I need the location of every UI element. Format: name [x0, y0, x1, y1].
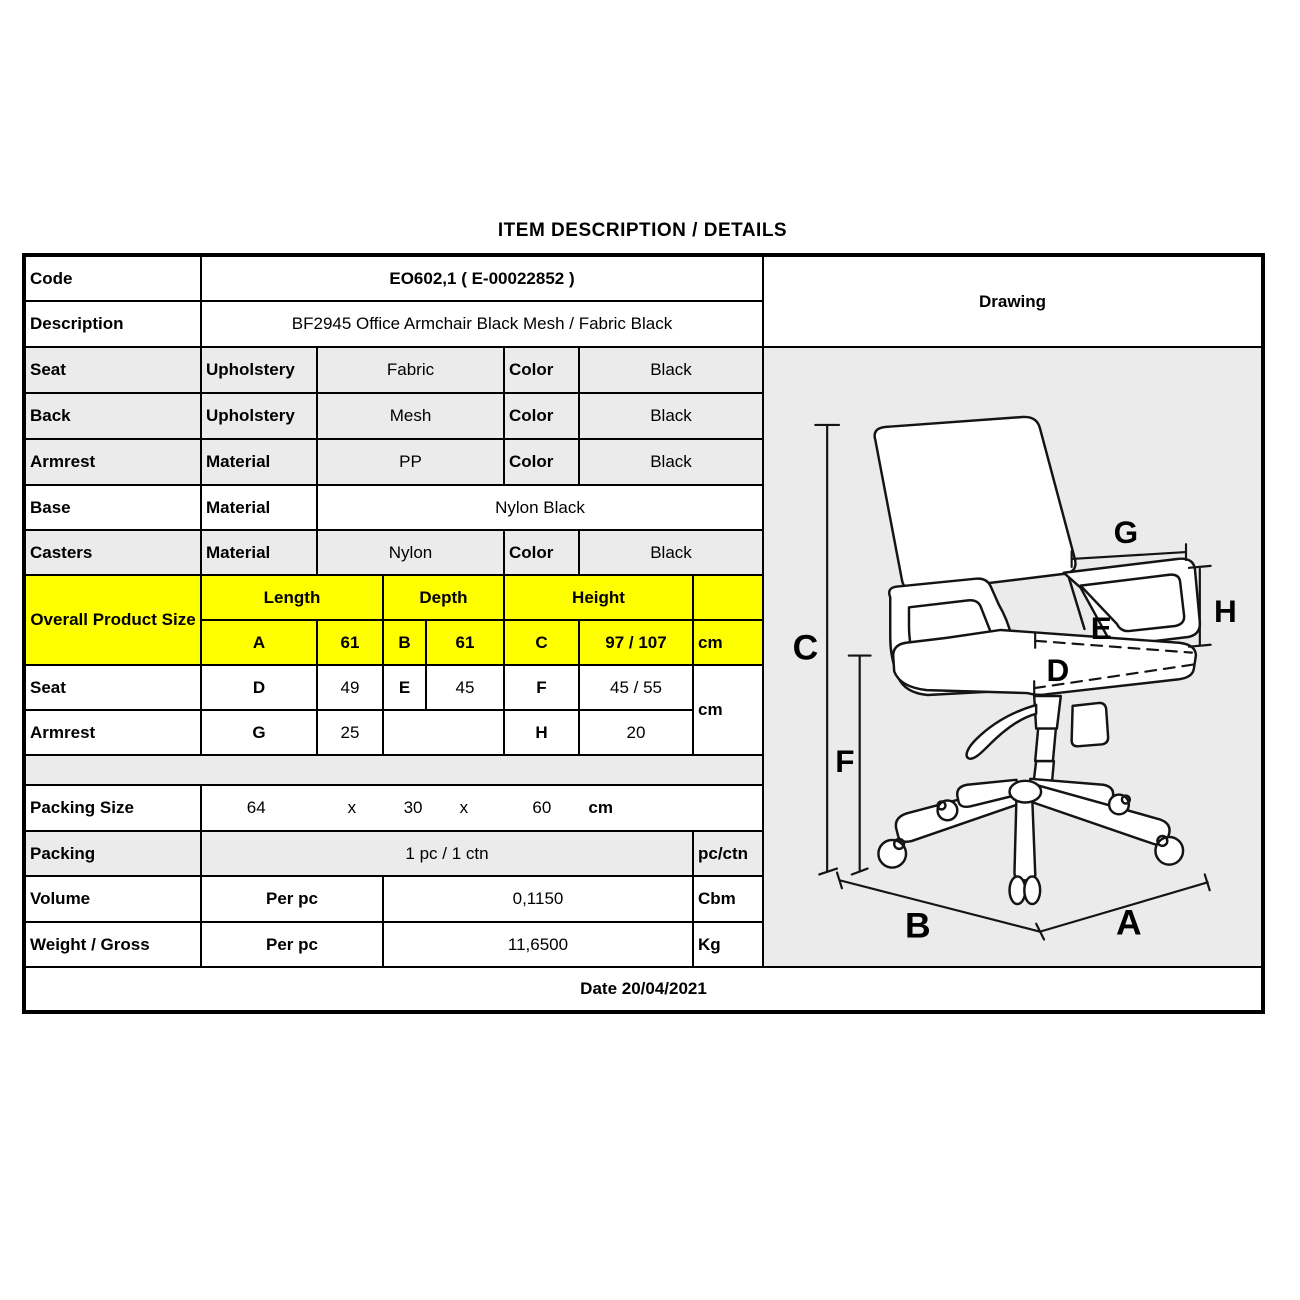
armrest-dims-spacer — [383, 710, 504, 755]
armrest-g-key: G — [201, 710, 317, 755]
dim-label-a: A — [1116, 902, 1142, 943]
seat-e-key: E — [383, 665, 426, 710]
caster-wheel — [878, 840, 906, 868]
casters-attr: Material — [201, 530, 317, 575]
dim-label-h: H — [1214, 593, 1237, 630]
base-hub — [1010, 781, 1042, 803]
size-a-key: A — [201, 620, 317, 665]
lever-paddle — [1072, 703, 1108, 746]
weight-value: 11,6500 — [383, 922, 693, 967]
caster-wheel — [1155, 837, 1183, 865]
dim-label-e: E — [1090, 609, 1112, 646]
size-a-value: 61 — [317, 620, 383, 665]
description-value: BF2945 Office Armchair Black Mesh / Fabric Black — [201, 301, 763, 347]
chair-drawing — [768, 348, 1257, 966]
code-label: Code — [24, 255, 201, 301]
table-row — [24, 255, 1263, 301]
tilt-lever — [967, 705, 1037, 759]
armrest-h-key: H — [504, 710, 579, 755]
seat-d-key: D — [201, 665, 317, 710]
packing-size-depth: 30 — [403, 798, 423, 817]
table-row — [24, 967, 1263, 1012]
gas-lift — [1034, 696, 1061, 729]
size-depth-header: Depth — [383, 575, 504, 620]
packing-size-x: x — [459, 798, 469, 817]
gas-lift — [1035, 729, 1056, 762]
seat-color-value: Black — [579, 347, 763, 393]
back-color-value: Black — [579, 393, 763, 439]
packing-size-x: x — [347, 798, 357, 817]
packing-size-unit: cm — [588, 798, 613, 817]
description-label: Description — [24, 301, 201, 347]
seat-label: Seat — [24, 347, 201, 393]
size-unit: cm — [693, 620, 763, 665]
casters-color-value: Black — [579, 530, 763, 575]
casters-color-label: Color — [504, 530, 579, 575]
armrest-dims-label: Armrest — [24, 710, 201, 755]
dim-label-g: G — [1113, 514, 1139, 551]
volume-per-pc: Per pc — [201, 876, 383, 922]
base-leg — [1014, 798, 1035, 881]
armrest-label: Armrest — [24, 439, 201, 485]
chair-backrest — [875, 417, 1076, 592]
caster-wheel — [1024, 876, 1040, 904]
back-color-label: Color — [504, 393, 579, 439]
size-header-spacer — [693, 575, 763, 620]
chair-seat — [893, 630, 1196, 695]
armrest-value: PP — [317, 439, 504, 485]
size-c-value: 97 / 107 — [579, 620, 693, 665]
packing-size-value — [201, 785, 763, 831]
size-b-value: 61 — [426, 620, 504, 665]
packing-size-height: 60 — [532, 798, 552, 817]
size-c-key: C — [504, 620, 579, 665]
date-row: Date 20/04/2021 — [24, 967, 1263, 1012]
size-height-header: Height — [504, 575, 693, 620]
armrest-attr: Material — [201, 439, 317, 485]
packing-size-length: 64 — [246, 798, 266, 817]
casters-label: Casters — [24, 530, 201, 575]
dim-label-b: B — [905, 905, 931, 946]
weight-label: Weight / Gross — [24, 922, 201, 967]
seat-attr: Upholstery — [201, 347, 317, 393]
dim-label-c: C — [792, 627, 819, 668]
spacer-row — [24, 755, 763, 785]
weight-unit: Kg — [693, 922, 763, 967]
dim-label-d: D — [1046, 652, 1070, 689]
seat-d-value: 49 — [317, 665, 383, 710]
armrest-color-label: Color — [504, 439, 579, 485]
packing-unit: pc/ctn — [693, 831, 763, 876]
size-length-header: Length — [201, 575, 383, 620]
base-value: Nylon Black — [317, 485, 763, 530]
casters-value: Nylon — [317, 530, 504, 575]
armrest-g-value: 25 — [317, 710, 383, 755]
packing-label: Packing — [24, 831, 201, 876]
seat-f-value: 45 / 55 — [579, 665, 693, 710]
caster-wheel — [1010, 876, 1026, 904]
seat-color-label: Color — [504, 347, 579, 393]
spec-table — [22, 253, 1265, 1014]
armrest-h-value: 20 — [579, 710, 693, 755]
page-title: ITEM DESCRIPTION / DETAILS — [497, 220, 788, 241]
table-row — [24, 347, 1263, 393]
weight-per-pc: Per pc — [201, 922, 383, 967]
packing-size-label: Packing Size — [24, 785, 201, 831]
base-attr: Material — [201, 485, 317, 530]
seat-value: Fabric — [317, 347, 504, 393]
drawing-header: Drawing — [763, 255, 1263, 347]
seat-e-value: 45 — [426, 665, 504, 710]
drawing-cell — [763, 347, 1263, 967]
seat-dims-label: Seat — [24, 665, 201, 710]
dim-label-f: F — [835, 742, 855, 779]
overall-size-label: Overall Product Size — [24, 575, 201, 665]
back-value: Mesh — [317, 393, 504, 439]
volume-label: Volume — [24, 876, 201, 922]
code-value: EO602,1 ( E-00022852 ) — [201, 255, 763, 301]
seat-dims-unit: cm — [693, 665, 763, 755]
volume-unit: Cbm — [693, 876, 763, 922]
volume-value: 0,1150 — [383, 876, 693, 922]
size-b-key: B — [383, 620, 426, 665]
armrest-color-value: Black — [579, 439, 763, 485]
back-attr: Upholstery — [201, 393, 317, 439]
back-label: Back — [24, 393, 201, 439]
packing-value: 1 pc / 1 ctn — [201, 831, 693, 876]
seat-f-key: F — [504, 665, 579, 710]
base-label: Base — [24, 485, 201, 530]
